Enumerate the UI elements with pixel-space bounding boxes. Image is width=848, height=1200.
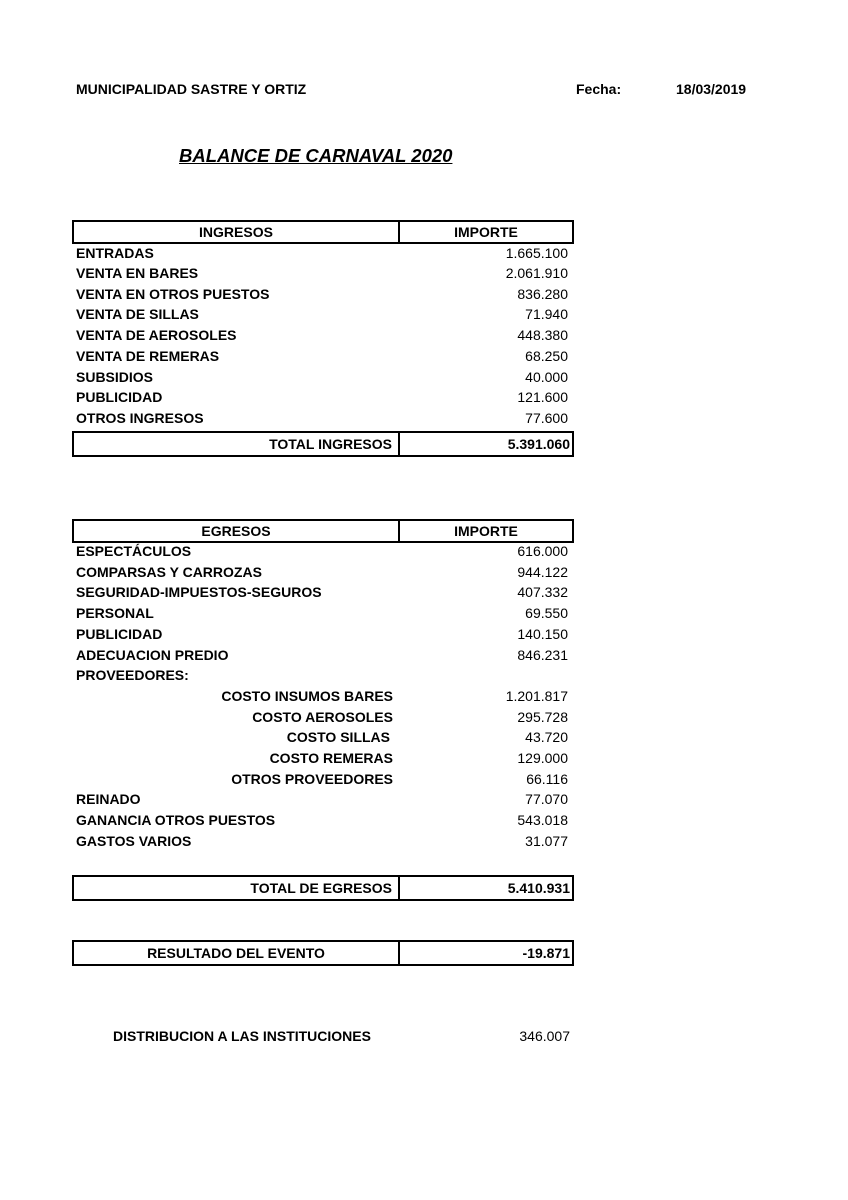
row-label: COSTO AEROSOLES [252, 709, 393, 725]
row-label: PERSONAL [76, 605, 154, 621]
row-value: 846.231 [517, 647, 568, 663]
table-row [72, 346, 570, 366]
row-label: VENTA DE AEROSOLES [76, 327, 237, 343]
row-label: GANANCIA OTROS PUESTOS [76, 812, 276, 828]
row-value: 140.150 [517, 626, 568, 642]
row-label: COSTO INSUMOS BARES [221, 688, 393, 704]
row-label: PROVEEDORES: [76, 667, 189, 683]
row-label: SEGURIDAD-IMPUESTOS-SEGUROS [76, 584, 322, 600]
table-row [72, 582, 570, 602]
row-value: 69.550 [525, 605, 568, 621]
row-value: 1.665.100 [505, 245, 568, 261]
row-value: 129.000 [517, 750, 568, 766]
table-row [72, 748, 570, 768]
total-egresos-value: 5.410.931 [507, 880, 570, 896]
row-label: ADECUACION PREDIO [76, 647, 229, 663]
row-label: REINADO [76, 791, 141, 807]
distribucion-value: 346.007 [519, 1028, 570, 1044]
table-row [72, 562, 570, 582]
row-label: COSTO SILLAS [286, 729, 390, 745]
municipality-name: MUNICIPALIDAD SASTRE Y ORTIZ [76, 81, 307, 97]
table-row [72, 707, 570, 727]
row-value: 836.280 [517, 286, 568, 302]
row-value: 77.600 [525, 410, 568, 426]
table-row [72, 810, 570, 830]
table-row [72, 408, 570, 428]
row-value: 40.000 [525, 369, 568, 385]
row-value: 77.070 [525, 791, 568, 807]
resultado-box [72, 940, 574, 966]
row-value: 1.201.817 [505, 688, 568, 704]
table-row [72, 686, 570, 706]
row-label: COMPARSAS Y CARROZAS [76, 564, 262, 580]
row-value: 66.116 [526, 771, 568, 787]
row-value: 944.122 [517, 564, 568, 580]
ingresos-column-header: INGRESOS [74, 222, 400, 242]
table-row [72, 645, 570, 665]
date-label: Fecha: [576, 81, 622, 97]
row-value: 616.000 [517, 543, 568, 559]
row-label: VENTA EN BARES [76, 265, 199, 281]
row-label: ESPECTÁCULOS [76, 543, 192, 559]
row-label: OTROS INGRESOS [76, 410, 204, 426]
row-value: 2.061.910 [505, 265, 568, 281]
row-value: 121.600 [517, 389, 568, 405]
total-ingresos-label: TOTAL INGRESOS [74, 433, 400, 455]
row-value: 407.332 [517, 584, 568, 600]
table-row [72, 831, 570, 851]
table-row [72, 541, 570, 561]
distribucion-label: DISTRIBUCION A LAS INSTITUCIONES [113, 1028, 371, 1044]
table-row [72, 367, 570, 387]
importe-column-header: IMPORTE [454, 523, 518, 539]
total-ingresos-value: 5.391.060 [507, 436, 570, 452]
row-label: VENTA DE REMERAS [76, 348, 220, 364]
row-label: SUBSIDIOS [76, 369, 154, 385]
row-label: VENTA DE SILLAS [76, 306, 199, 322]
row-label: PUBLICIDAD [76, 626, 163, 642]
row-label: GASTOS VARIOS [76, 833, 192, 849]
row-value: 295.728 [517, 709, 568, 725]
row-label: COSTO REMERAS [269, 750, 393, 766]
egresos-column-header: EGRESOS [74, 521, 400, 541]
table-row [72, 263, 570, 283]
row-value: 68.250 [525, 348, 568, 364]
table-row [72, 603, 570, 623]
resultado-value: -19.871 [522, 945, 570, 961]
date-value: 18/03/2019 [676, 81, 747, 97]
table-row [72, 387, 570, 407]
row-value: 31.077 [525, 833, 568, 849]
row-value: 43.720 [525, 729, 568, 745]
total-egresos-box [72, 875, 574, 901]
importe-column-header: IMPORTE [454, 224, 518, 240]
table-row [72, 769, 570, 789]
table-row [72, 789, 570, 809]
row-value: 543.018 [517, 812, 568, 828]
row-label: OTROS PROVEEDORES [231, 771, 393, 787]
row-label: VENTA EN OTROS PUESTOS [76, 286, 270, 302]
table-row [72, 665, 570, 685]
resultado-label: RESULTADO DEL EVENTO [74, 942, 400, 964]
table-row [72, 284, 570, 304]
table-row [72, 325, 570, 345]
row-label: ENTRADAS [76, 245, 154, 261]
table-row [72, 624, 570, 644]
row-value: 71.940 [525, 306, 568, 322]
table-row [72, 304, 570, 324]
egresos-table-header [72, 519, 574, 543]
table-row [72, 243, 570, 263]
table-row [72, 727, 570, 747]
ingresos-table-header [72, 220, 574, 244]
total-egresos-label: TOTAL DE EGRESOS [74, 877, 400, 899]
page-title: BALANCE DE CARNAVAL 2020 [179, 145, 453, 166]
total-ingresos-box [72, 431, 574, 457]
row-label: PUBLICIDAD [76, 389, 163, 405]
row-value: 448.380 [517, 327, 568, 343]
